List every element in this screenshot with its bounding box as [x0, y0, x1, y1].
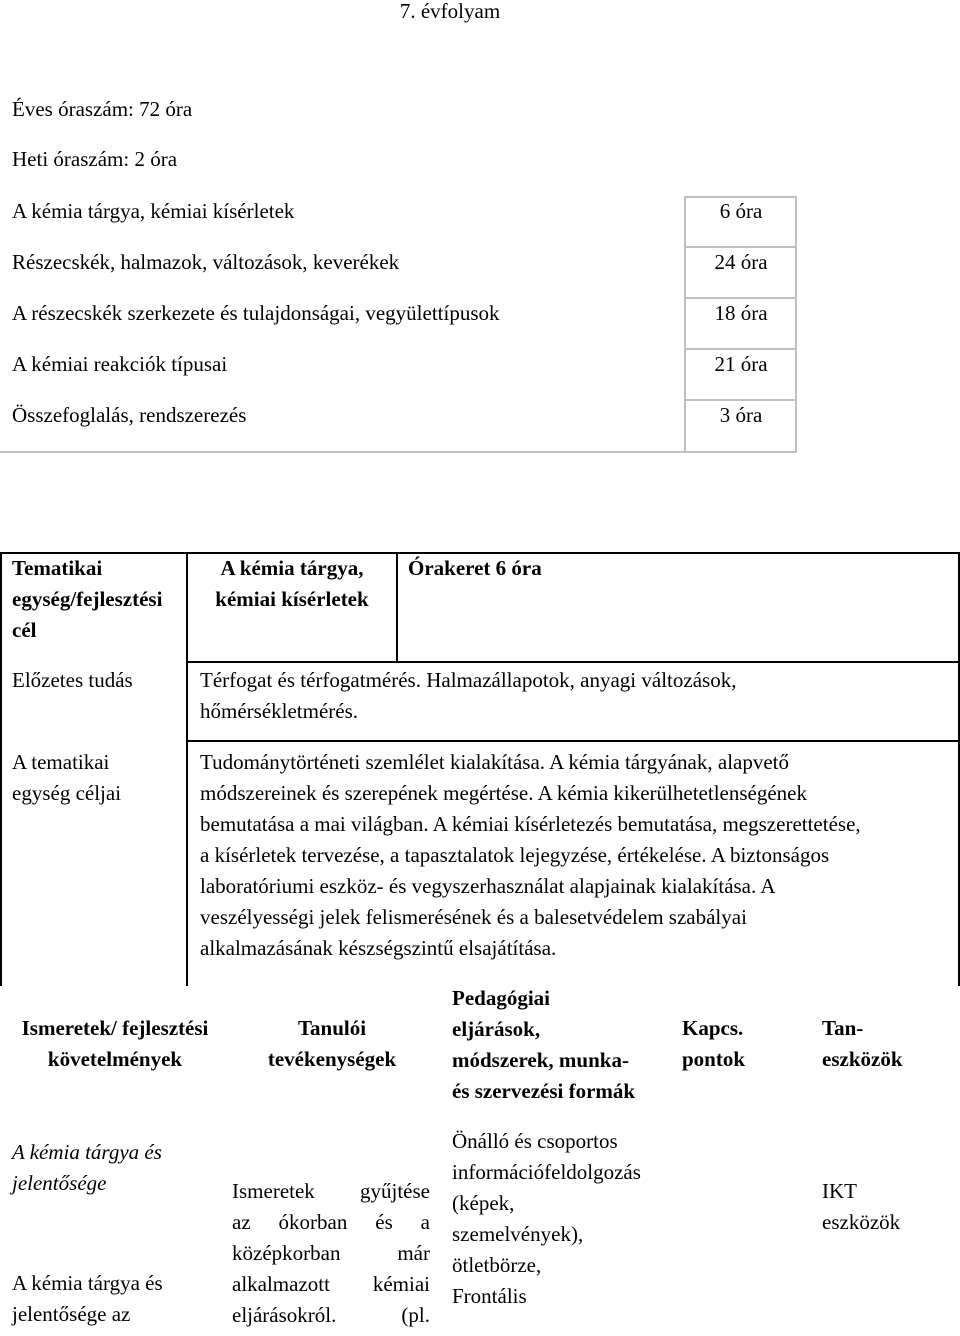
unit-title: A kémia tárgya,: [220, 556, 364, 580]
row-topic-italic: A kémia tárgya és: [12, 1140, 162, 1164]
topic-hours: 6 óra: [719, 199, 763, 223]
grade-title: 7. évfolyam: [399, 0, 501, 23]
goals-text: bemutatása a mai világban. A kémiai kísérletezés bemutatása, megszerettetése,: [200, 812, 861, 836]
prior-label: Előzetes tudás: [12, 668, 133, 692]
topic-hours: 21 óra: [714, 352, 768, 376]
row-activity: eljárásokról. (pl.: [232, 1303, 430, 1327]
goals-label: egység céljai: [12, 781, 122, 805]
row-method: ötletbörze,: [452, 1253, 542, 1277]
topic-name: A kémiai reakciók típusai: [12, 352, 228, 376]
col-methods: eljárások,: [452, 1017, 541, 1041]
row-method: szemelvények),: [452, 1222, 584, 1246]
col-methods: Pedagógiai: [452, 986, 550, 1010]
row-activity: az ókorban és a: [232, 1210, 430, 1234]
topic-name: A kémia tárgya, kémiai kísérletek: [12, 199, 295, 223]
row-method: (képek,: [452, 1191, 515, 1215]
goals-text: veszélyességi jelek felismerésének és a balesetvédelem szabályai: [200, 905, 747, 929]
row-topic: jelentősége az: [12, 1302, 131, 1326]
unit-label: cél: [12, 618, 37, 642]
topic-name: Összefoglalás, rendszerezés: [12, 403, 247, 427]
unit-label: Tematikai: [12, 556, 103, 580]
col-methods: és szervezési formák: [452, 1079, 636, 1103]
row-method: információfeldolgozás: [452, 1160, 641, 1184]
row-topic-italic: jelentősége: [12, 1171, 107, 1195]
goals-text: a kísérletek tervezése, a tapasztalatok lejegyzése, értékelése. A biztonságos: [200, 843, 830, 867]
unit-hours: Órakeret 6 óra: [408, 556, 542, 580]
topic-name: Részecskék, halmazok, változások, keverékek: [12, 250, 400, 274]
col-methods: módszerek, munka-: [452, 1048, 629, 1072]
row-activity: alkalmazott kémiai: [232, 1272, 430, 1296]
col-requirements: követelmények: [47, 1047, 183, 1071]
annual-hours: Éves óraszám: 72 óra: [12, 97, 193, 121]
row-activity: középkorban már: [232, 1241, 430, 1265]
unit-label: egység/fejlesztési: [12, 587, 163, 611]
topic-name: A részecskék szerkezete és tulajdonságai, vegyülettípusok: [12, 301, 500, 325]
col-tools: Tan-: [822, 1016, 864, 1040]
row-method: Önálló és csoportos: [452, 1129, 618, 1153]
col-tools: eszközök: [822, 1047, 903, 1071]
weekly-hours: Heti óraszám: 2 óra: [12, 147, 178, 171]
goals-text: laboratóriumi eszköz- és vegyszerhasználat alapjainak kialakítása. A: [200, 874, 776, 898]
col-activities: Tanulói: [297, 1016, 367, 1040]
row-method: Frontális: [452, 1284, 527, 1308]
row-activity: Ismeretek gyűjtése: [232, 1179, 430, 1203]
col-connections: Kapcs.: [682, 1016, 744, 1040]
topic-hours: 3 óra: [719, 403, 763, 427]
goals-text: alkalmazásának készségszintű elsajátítása.: [200, 936, 557, 960]
row-topic: A kémia tárgya és: [12, 1271, 163, 1295]
col-connections: pontok: [682, 1047, 746, 1071]
goals-text: Tudománytörténeti szemlélet kialakítása. A kémia tárgyának, alapvető: [200, 750, 790, 774]
row-tools: eszközök: [822, 1210, 901, 1234]
col-requirements: Ismeretek/ fejlesztési: [21, 1016, 209, 1040]
col-activities: tevékenységek: [267, 1047, 397, 1071]
prior-text: hőmérsékletmérés.: [200, 699, 359, 723]
prior-text: Térfogat és térfogatmérés. Halmazállapotok, anyagi változások,: [200, 668, 737, 692]
row-tools: IKT: [822, 1179, 857, 1203]
topic-hours: 24 óra: [714, 250, 768, 274]
topic-hours: 18 óra: [714, 301, 768, 325]
goals-label: A tematikai: [12, 750, 110, 774]
goals-text: módszereinek és szerepének megértése. A kémia kikerülhetetlenségének: [200, 781, 807, 805]
unit-title: kémiai kísérletek: [215, 587, 369, 611]
